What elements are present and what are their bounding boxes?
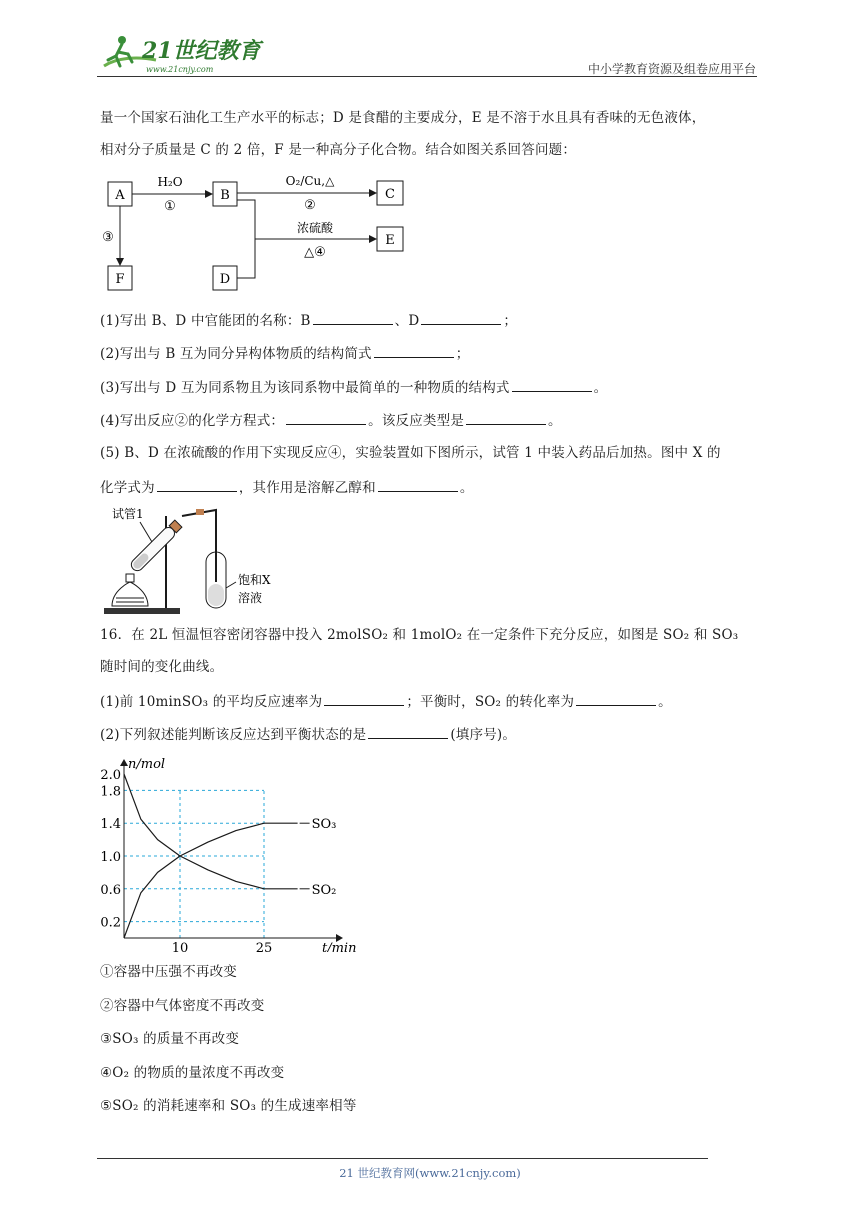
answer-blank[interactable] bbox=[286, 410, 366, 425]
svg-text:A: A bbox=[115, 188, 125, 203]
solution-label-2: 溶液 bbox=[238, 591, 263, 605]
series-label-0: SO₃ bbox=[311, 817, 337, 833]
x-tick-label: 25 bbox=[255, 941, 273, 952]
y-tick-label: 1.4 bbox=[100, 817, 121, 833]
tube-label: 试管1 bbox=[112, 507, 144, 521]
answer-blank[interactable] bbox=[157, 477, 237, 492]
intro-line-1: 量一个国家石油化工生产水平的标志；D 是食醋的主要成分，E 是不溶于水且具有香味的无色液体， bbox=[100, 110, 706, 126]
q15-part1: (1)写出 B、D 中官能团的名称：B 、D ； bbox=[100, 310, 517, 331]
answer-blank[interactable] bbox=[324, 691, 404, 706]
label-step2: ② bbox=[304, 198, 316, 213]
node-e bbox=[377, 227, 403, 251]
so2-so3-chart bbox=[96, 752, 356, 952]
node-d bbox=[213, 266, 237, 290]
solution-label-1: 饱和X bbox=[238, 573, 271, 587]
q15-part5-line1: (5) B、D 在浓硫酸的作用下实现反应④，实验装置如下图所示，试管 1 中装入药品后加热。图中 X 的 bbox=[100, 445, 721, 461]
node-a bbox=[108, 182, 132, 206]
label-step1: ① bbox=[164, 199, 176, 214]
logo-subtitle: www.21cnjy.com bbox=[146, 65, 214, 74]
svg-text:B: B bbox=[220, 188, 230, 203]
answer-blank[interactable] bbox=[378, 477, 458, 492]
answer-blank[interactable] bbox=[466, 410, 546, 425]
q15-part2: (2)写出与 B 互为同分异构体物质的结构简式 ； bbox=[100, 343, 469, 364]
y-tick-label: 0.2 bbox=[100, 915, 121, 931]
q16-stem-line2: 随时间的变化曲线。 bbox=[100, 659, 224, 675]
answer-blank[interactable] bbox=[313, 310, 393, 325]
node-f bbox=[108, 266, 132, 290]
option-3: ③SO₃ 的质量不再改变 bbox=[100, 1031, 240, 1047]
node-c bbox=[377, 181, 403, 205]
option-4: ④O₂ 的物质的量浓度不再改变 bbox=[100, 1065, 285, 1081]
label-step3: ③ bbox=[102, 230, 114, 245]
answer-blank[interactable] bbox=[421, 310, 501, 325]
option-5: ⑤SO₂ 的消耗速率和 SO₃ 的生成速率相等 bbox=[100, 1098, 357, 1114]
y-tick-label: 0.6 bbox=[100, 882, 121, 898]
q16-part2: (2)下列叙述能判断该反应达到平衡状态的是 (填序号)。 bbox=[100, 724, 516, 745]
option-1: ①容器中压强不再改变 bbox=[100, 964, 237, 980]
series-line-0 bbox=[124, 823, 298, 938]
y-axis-label: n/mol bbox=[128, 757, 166, 772]
option-2: ②容器中气体密度不再改变 bbox=[100, 998, 265, 1014]
answer-blank[interactable] bbox=[374, 343, 454, 358]
svg-text:E: E bbox=[385, 233, 395, 248]
series-line-1 bbox=[124, 774, 298, 889]
footer-site: 21 世纪教育网(www.21cnjy.com) bbox=[339, 1166, 521, 1180]
y-tick-label: 1.8 bbox=[100, 784, 121, 800]
bracket-b-d bbox=[237, 200, 255, 278]
svg-text:F: F bbox=[115, 272, 125, 287]
svg-text:C: C bbox=[385, 187, 395, 202]
answer-blank[interactable] bbox=[576, 691, 656, 706]
logo-title: 21世纪教育 bbox=[142, 38, 261, 64]
q15-part3: (3)写出与 D 互为同系物且为该同系物中最简单的一种物质的结构式 。 bbox=[100, 377, 607, 398]
label-h2o: H₂O bbox=[157, 175, 183, 189]
series-label-1: SO₂ bbox=[311, 882, 337, 898]
answer-blank[interactable] bbox=[368, 724, 448, 739]
q16-stem-line1: 16．在 2L 恒温恒容密闭容器中投入 2molSO₂ 和 1molO₂ 在一定条件下充分反应，如图是 SO₂ 和 SO₃ bbox=[100, 627, 739, 643]
reaction-diagram bbox=[100, 170, 430, 300]
label-step4: △④ bbox=[304, 245, 326, 260]
q15-part4: (4)写出反应②的化学方程式： 。该反应类型是 。 bbox=[100, 410, 562, 431]
header-platform-name: 中小学教育资源及组卷应用平台 bbox=[587, 62, 756, 76]
node-b bbox=[213, 182, 237, 206]
q16-part1: (1)前 10minSO₃ 的平均反应速率为 ；平衡时，SO₂ 的转化率为 。 bbox=[100, 691, 672, 712]
y-tick-label: 1.0 bbox=[100, 850, 121, 865]
x-axis-label: t/min bbox=[322, 941, 356, 952]
x-tick-label: 10 bbox=[171, 941, 189, 952]
label-conc-h2so4: 浓硫酸 bbox=[296, 221, 334, 235]
site-logo bbox=[96, 30, 266, 76]
label-o2-cu: O₂/Cu,△ bbox=[285, 174, 335, 188]
footer-divider bbox=[97, 1158, 708, 1159]
svg-text:D: D bbox=[219, 272, 231, 287]
delivery-tube bbox=[182, 510, 216, 582]
y-tick-label: 2.0 bbox=[100, 768, 121, 783]
answer-blank[interactable] bbox=[512, 377, 592, 392]
stand-base bbox=[104, 608, 180, 614]
intro-line-2: 相对分子质量是 C 的 2 倍，F 是一种高分子化合物。结合如图关系回答问题： bbox=[100, 142, 577, 158]
q15-part5-line2: 化学式为 ，其作用是溶解乙醇和 。 bbox=[100, 477, 474, 498]
ester-apparatus bbox=[100, 502, 280, 618]
header-divider bbox=[97, 76, 757, 77]
